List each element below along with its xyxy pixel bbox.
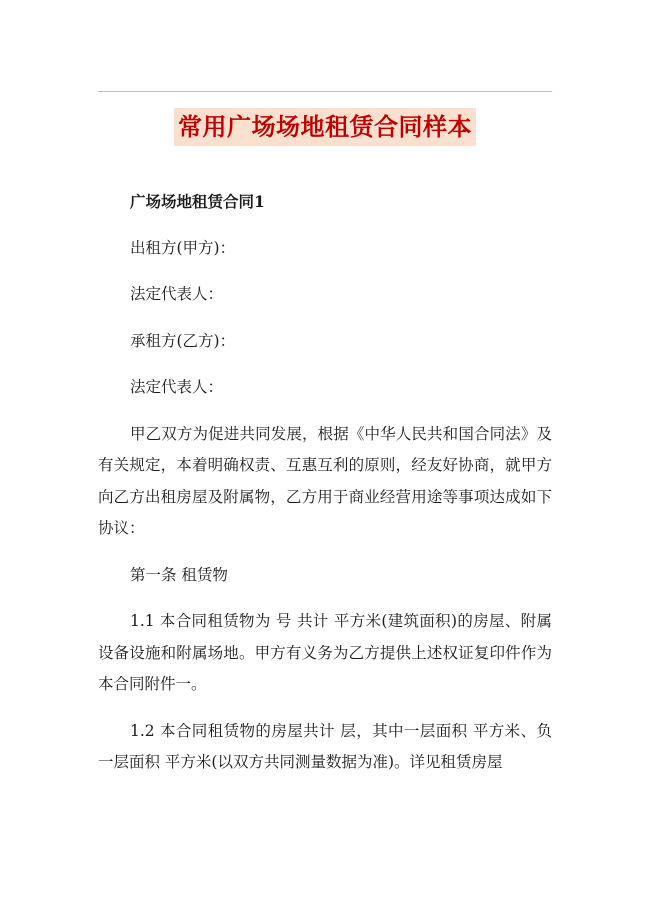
clause-1-1: 1.1 本合同租赁物为 号 共计 平方米(建筑面积)的房屋、附属设备设施和附属场地。甲方有义务为乙方提供上述权证复印件作为本合同附件一。 <box>98 612 552 693</box>
lessee-representative-label: 法定代表人： <box>130 378 224 396</box>
document-body <box>98 186 552 779</box>
lessor-label: 出租方(甲方)： <box>130 238 236 257</box>
contract-subheading: 广场场地租赁合同1 <box>130 192 265 211</box>
intro-paragraph: 甲乙双方为促进共同发展，根据《中华人民共和国合同法》及有关规定，本着明确权责、互惠互利的原则，经友好协商，就甲方向乙方出租房屋及附属物，乙方用于商业经营用途等事项达成如下协议： <box>98 424 552 537</box>
header-divider <box>98 91 552 92</box>
document-title: 常用广场场地租赁合同样本 <box>174 108 476 146</box>
clause-1-2: 1.2 本合同租赁物的房屋共计 层，其中一层面积 平方米、负一层面积 平方米(以双方共同测量数据为准)。详见租赁房屋 <box>98 721 552 771</box>
title-container <box>0 108 650 146</box>
lessee-label: 承租方(乙方)： <box>130 331 236 350</box>
article-1-heading: 第一条 租赁物 <box>130 565 228 584</box>
lessor-representative-label: 法定代表人： <box>130 285 224 303</box>
